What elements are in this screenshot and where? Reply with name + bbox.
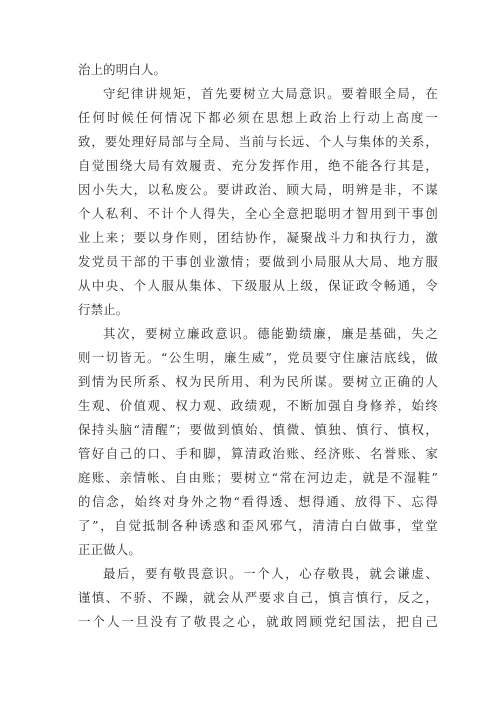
text-line: 个人私利、不计个人得失，全心全意把聪明才智用到干事创 <box>78 206 438 221</box>
text-line: 的信念，始终对身外之物“看得透、想得通、放得下、忘得 <box>78 494 438 509</box>
text-line: 了”，自觉抵制各种诱惑和歪风邪气，清清白白做事，堂堂 <box>78 518 438 533</box>
text-line: 一个人一旦没有了敬畏之心，就敢罔顾党纪国法，把自己 <box>78 614 438 629</box>
text-line: 治上的明白人。 <box>78 62 167 77</box>
paragraph-first-line: 其次，要树立廉政意识。德能勤绩廉，廉是基础，失之 <box>103 326 438 341</box>
text-line: 自觉围绕大局有效履责、充分发挥作用，绝不能各行其是， <box>78 158 438 173</box>
text-line: 生观、价值观、权力观、政绩观，不断加强自身修养，始终 <box>78 398 438 413</box>
paragraph-first-line: 守纪律讲规矩，首先要树立大局意识。要着眼全局，在 <box>103 86 438 101</box>
text-line: 保持头脑“清醒”；要做到慎始、慎微、慎独、慎行、慎权， <box>78 422 438 437</box>
text-line: 任何时候任何情况下都必须在思想上政治上行动上高度一 <box>78 110 438 125</box>
text-line: 正正做人。 <box>78 542 141 557</box>
text-line: 到情为民所系、权为民所用、利为民所谋。要树立正确的人 <box>78 374 438 389</box>
text-line: 谨慎、不骄、不躁，就会从严要求自己，慎言慎行，反之， <box>78 590 438 605</box>
text-line: 从中央、个人服从集体、下级服从上级，保证政令畅通，令 <box>78 278 438 293</box>
text-line: 庭账、亲情帐、自由账；要树立“常在河边走，就是不湿鞋” <box>78 470 438 485</box>
document-body <box>78 58 438 634</box>
text-line: 管好自己的口、手和脚，算清政治账、经济账、名誉账、家 <box>78 446 438 461</box>
text-line: 发党员干部的干事创业激情；要做到小局服从大局、地方服 <box>78 254 438 269</box>
text-line: 因小失大，以私废公。要讲政治、顾大局，明辨是非，不谋 <box>78 182 438 197</box>
text-line: 致，要处理好局部与全局、当前与长远、个人与集体的关系， <box>78 134 438 149</box>
text-line: 业上来；要以身作则，团结协作，凝聚战斗力和执行力，激 <box>78 230 438 245</box>
paragraph-first-line: 最后，要有敬畏意识。一个人，心存敬畏，就会谦虚、 <box>103 566 438 581</box>
text-line: 则一切皆无。“公生明，廉生威”，党员要守住廉洁底线，做 <box>78 350 438 365</box>
text-line: 行禁止。 <box>78 302 129 317</box>
